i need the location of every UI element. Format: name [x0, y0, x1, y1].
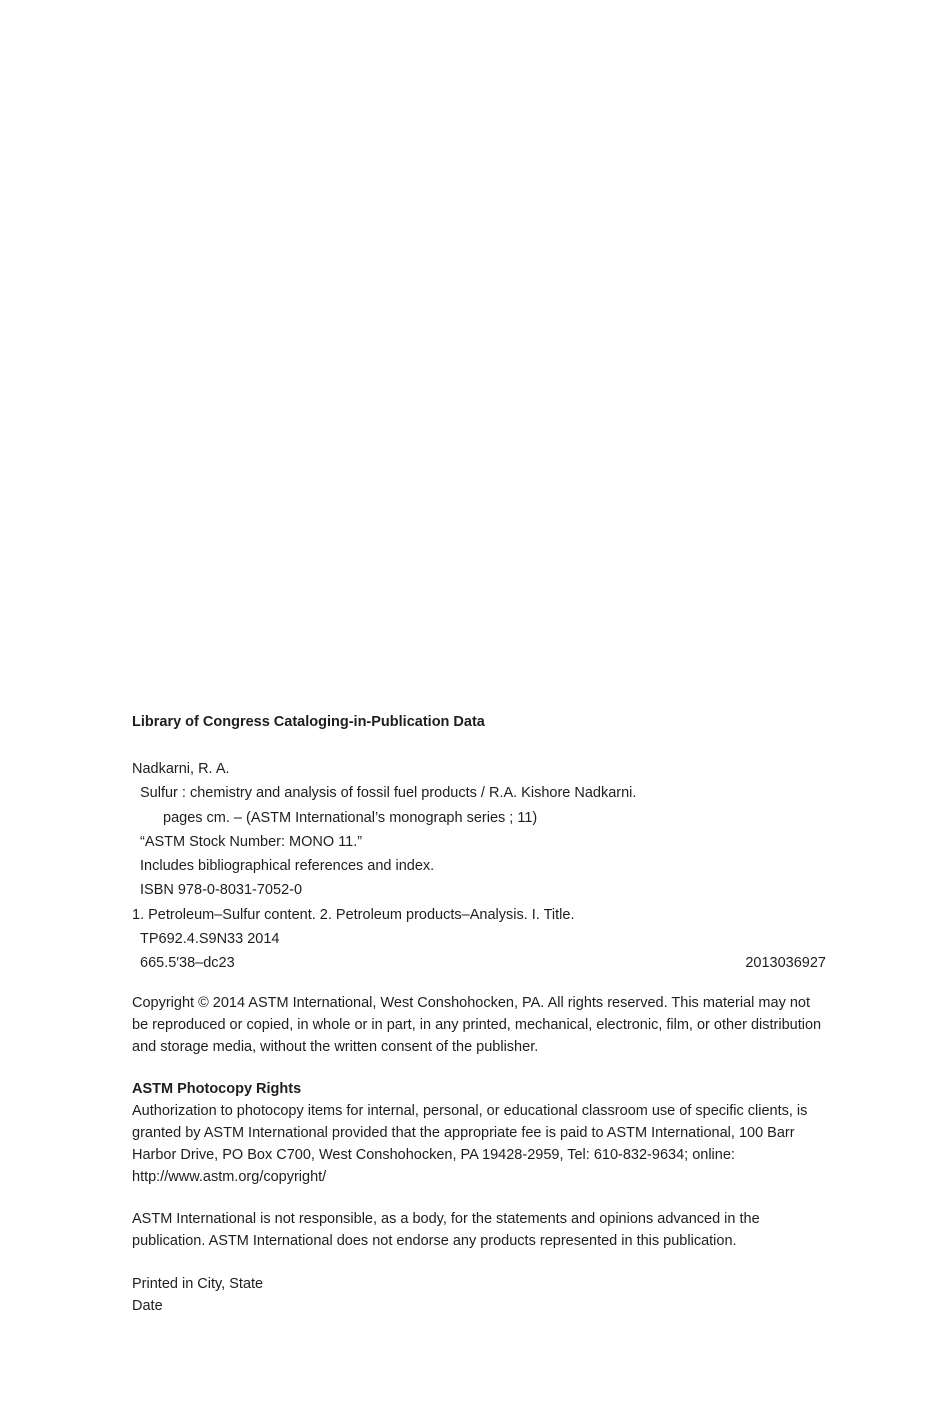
photocopy-rights [132, 1078, 822, 1188]
cip-lc-call: TP692.4.S9N33 2014 [140, 931, 280, 948]
photocopy-heading: ASTM Photocopy Rights [132, 1081, 302, 1097]
cip-heading: Library of Congress Cataloging-in-Publication Data [132, 714, 485, 730]
cip-stock-line: “ASTM Stock Number: MONO 11.” [140, 833, 363, 850]
cip-classification-row [132, 951, 826, 975]
printed-info [132, 1273, 822, 1317]
printed-location: Printed in City, State [132, 1276, 264, 1292]
cip-refs-line: Includes bibliographical references and index. [140, 858, 435, 875]
cip-isbn-line: ISBN 978-0-8031-7052-0 [140, 882, 303, 899]
cip-dewey: 665.5′38–dc23 [140, 955, 235, 972]
cip-pages-line: pages cm. – (ASTM International’s monograph series ; 11) [163, 809, 538, 826]
copyright-notice: Copyright © 2014 ASTM International, West Conshohocken, PA. All rights reserved. This material may not be reproduced or copied, in whole or in part, in any printed, mechanical, electronic, film, or other distribution and storage media, without the written consent of the publisher. [132, 995, 822, 1055]
cip-record [132, 757, 826, 976]
disclaimer: ASTM International is not responsible, as a body, for the statements and opinions advanced in the publication. ASTM International does not endorse any products represented in this publication. [132, 1211, 760, 1249]
cip-title-line: Sulfur : chemistry and analysis of fossil fuel products / R.A. Kishore Nadkarni. [140, 785, 637, 802]
photocopy-text: Authorization to photocopy items for internal, personal, or educational classroom use of specific clients, is granted by ASTM International provided that the appropriate fee is paid to ASTM International, 100 Barr Harbor Drive, PO Box C700, West Conshohocken, PA 19428-2959, Tel: 610-832-9634; online: http://www.astm.org/copyright/ [132, 1103, 808, 1185]
printed-date: Date [132, 1298, 163, 1314]
cip-lccn: 2013036927 [745, 955, 826, 972]
cip-subjects-line: 1. Petroleum–Sulfur content. 2. Petroleum products–Analysis. I. Title. [132, 906, 575, 923]
cip-author: Nadkarni, R. A. [132, 761, 230, 777]
